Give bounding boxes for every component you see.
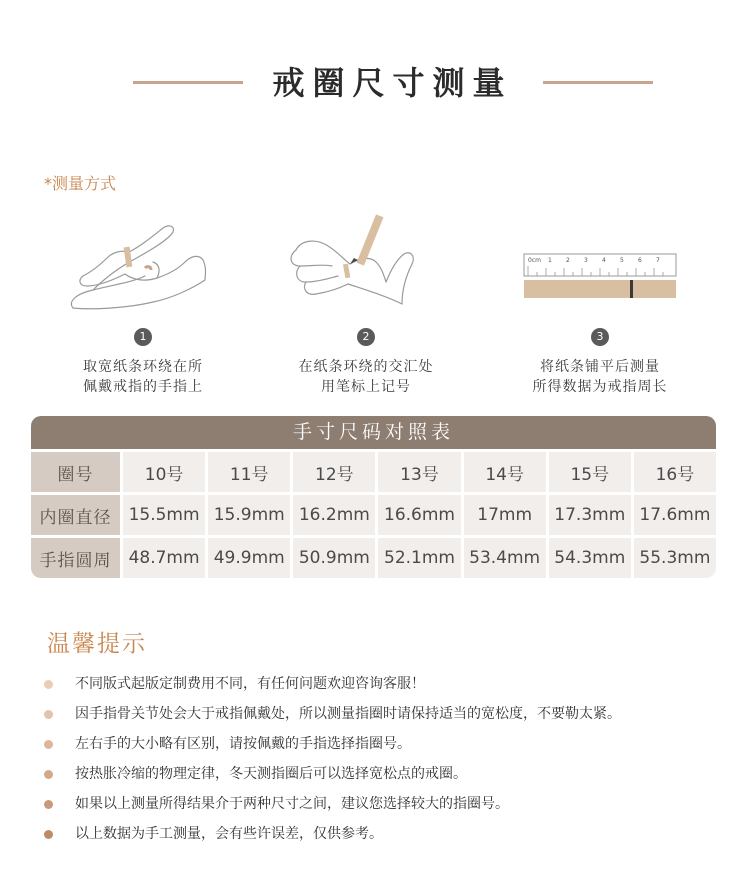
step-description [256,357,476,397]
step-description [490,357,710,397]
tips-title: 温馨提示 [47,631,147,657]
step-2 [256,210,476,400]
title-divider-left [133,81,243,84]
row-header: 圈号 [31,452,120,492]
table-cell: 16.6mm [378,495,460,535]
step-line-2: 所得数据为戒指周长 [532,379,668,395]
row-header: 内圈直径 [31,495,120,535]
bullet-dot-icon [44,830,53,839]
step-line-1: 在纸条环绕的交汇处 [298,359,434,375]
step-line-1: 将纸条铺平后测量 [540,359,660,375]
step-line-2: 佩戴戒指的手指上 [83,379,203,395]
ruler-label: 4 [602,257,606,264]
table-cell: 15号 [549,452,631,492]
table-cell: 53.4mm [464,538,546,578]
step-number-badge: 2 [357,328,375,346]
table-cell: 50.9mm [293,538,375,578]
table-cell: 49.9mm [208,538,290,578]
table-cell: 11号 [208,452,290,492]
table-cell: 48.7mm [123,538,205,578]
tip-text: 按热胀冷缩的物理定律，冬天测指圈后可以选择宽松点的戒圈。 [75,766,467,782]
ring-size-table [31,416,716,578]
tip-item [44,793,724,823]
page-title: 戒圈尺寸测量 [272,64,513,102]
step-line-1: 取宽纸条环绕在所 [83,359,203,375]
ruler-and-paper-strip-icon [490,210,710,320]
tip-text: 以上数据为手工测量，会有些许误差，仅供参考。 [75,826,383,842]
ruler-label: 6 [638,257,642,264]
step-number-badge: 1 [134,328,152,346]
ruler-label: 1 [548,257,552,264]
table-cell: 14号 [464,452,546,492]
tip-text: 因手指骨关节处会大于戒指佩戴处，所以测量指圈时请保持适当的宽松度，不要勒太紧。 [75,706,621,722]
bullet-dot-icon [44,710,53,719]
ruler-label: 3 [584,257,588,264]
table-cell: 13号 [378,452,460,492]
tip-item [44,673,724,703]
step-1 [33,210,253,400]
tip-item [44,763,724,793]
step-3 [490,210,710,400]
table-cell: 17.3mm [549,495,631,535]
tip-item [44,733,724,763]
bullet-dot-icon [44,770,53,779]
tips-list [44,673,724,853]
row-header: 手指圆周 [31,538,120,578]
tip-text: 不同版式起版定制费用不同，有任何问题欢迎咨询客服！ [75,676,425,692]
table-cell: 12号 [293,452,375,492]
ruler-label: 7 [656,257,660,264]
tip-text: 如果以上测量所得结果介于两种尺寸之间，建议您选择较大的指圈号。 [75,796,509,812]
page-header [0,58,750,108]
title-divider-right [543,81,653,84]
ruler-label: 2 [566,257,570,264]
step-line-2: 用笔标上记号 [321,379,411,395]
bullet-dot-icon [44,680,53,689]
hand-with-pen-icon [256,210,476,320]
table-cell: 54.3mm [549,538,631,578]
ruler-label: 0cm [528,257,541,264]
table-cell: 15.5mm [123,495,205,535]
hand-with-paper-strip-icon [33,210,253,320]
table-cell: 17mm [464,495,546,535]
table-cell: 15.9mm [208,495,290,535]
ruler-label: 5 [620,257,624,264]
table-cell: 10号 [123,452,205,492]
bullet-dot-icon [44,800,53,809]
step-number-badge: 3 [591,328,609,346]
table-cell: 17.6mm [634,495,716,535]
step-description [33,357,253,397]
tip-item [44,703,724,733]
table-cell: 16.2mm [293,495,375,535]
tip-text: 左右手的大小略有区别，请按佩戴的手指选择指圈号。 [75,736,411,752]
table-cell: 16号 [634,452,716,492]
method-label: *测量方式 [44,174,117,193]
table-cell: 52.1mm [378,538,460,578]
tip-item [44,823,724,853]
table-cell: 55.3mm [634,538,716,578]
table-title: 手寸尺码对照表 [31,416,716,449]
bullet-dot-icon [44,740,53,749]
table-grid [31,449,716,578]
